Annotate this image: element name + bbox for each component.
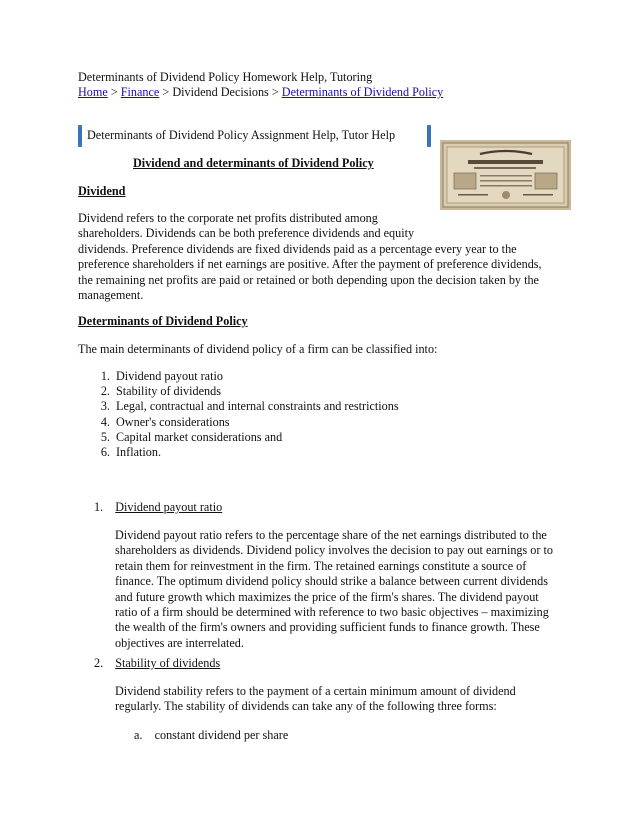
breadcrumb-separator: >: [110, 85, 118, 99]
sub-item-text: constant dividend per share: [154, 727, 289, 742]
dividend-line: the remaining net profits are paid or retained or both depending upon the decision taken by the: [78, 272, 539, 287]
list-item: 2. Stability of dividends: [113, 384, 578, 399]
page-header: [78, 70, 578, 100]
determinants-intro: The main determinants of dividend policy of a firm can be classified into:: [78, 342, 438, 356]
breadcrumb-separator: >: [162, 85, 170, 99]
payout-line: shareholders as dividends. Dividend policy involves the decision to pay out earnings or to: [115, 543, 553, 558]
stability-detail: [78, 656, 578, 743]
payout-number: 1.: [94, 500, 104, 514]
payout-line: finance. The optimum dividend policy should strike a balance between current dividends: [115, 574, 548, 589]
payout-body: [78, 528, 578, 651]
dividend-section: [78, 184, 578, 303]
stability-number: 2.: [94, 656, 104, 670]
breadcrumb-current-link[interactable]: Determinants of Dividend Policy: [281, 85, 444, 99]
payout-line: the wealth of the firm's owners and providing sufficient funds to finance growth. These: [115, 620, 540, 635]
payout-title: Dividend payout ratio: [115, 500, 223, 514]
breadcrumb-dividend-decisions: Dividend Decisions: [172, 85, 269, 99]
stability-heading: [78, 656, 578, 671]
breadcrumb: [78, 85, 578, 100]
dividend-line: Dividend refers to the corporate net profits distributed among: [78, 211, 378, 225]
payout-line: Dividend payout ratio refers to the percentage share of the net earnings distributed to the: [115, 528, 547, 542]
payout-line: ratio of a firm should be determined with reference to two basic objectives – maximizing: [115, 605, 549, 620]
banner-left-bar: [78, 125, 82, 147]
determinants-title: Determinants of Dividend Policy: [78, 314, 248, 328]
list-item: 3. Legal, contractual and internal constraints and restrictions: [113, 399, 578, 414]
payout-heading: [78, 500, 578, 515]
stability-body: [78, 684, 578, 715]
list-item: 1. Dividend payout ratio: [113, 369, 578, 384]
payout-line: objectives are interrelated.: [115, 635, 244, 650]
stability-sub-item: [78, 728, 578, 743]
payout-detail: [78, 500, 578, 651]
list-item: 4. Owner's considerations: [113, 415, 578, 430]
page-title: Determinants of Dividend Policy Homework Help, Tutoring: [78, 70, 373, 84]
breadcrumb-separator: >: [271, 85, 279, 99]
main-heading: Dividend and determinants of Dividend Policy: [133, 156, 374, 170]
dividend-line: shareholders. Dividends can be both preference dividends and equity: [78, 226, 415, 241]
dividend-line: management.: [78, 288, 144, 303]
determinants-list: [78, 369, 578, 460]
sub-item-letter: a.: [134, 727, 143, 742]
stability-line: Dividend stability refers to the payment of a certain minimum amount of dividend: [115, 684, 516, 698]
stability-line: regularly. The stability of dividends can take any of the following three forms:: [115, 699, 497, 714]
list-item: 6. Inflation.: [113, 445, 578, 460]
dividend-title: Dividend: [78, 184, 126, 198]
list-item: 5. Capital market considerations and: [113, 430, 578, 445]
dividend-line: preference shareholders if net earnings are positive. After the payment of preference dividends,: [78, 257, 542, 272]
banner-right-bar: [427, 125, 431, 147]
dividend-line: dividends. Preference dividends are fixed dividends paid as a percentage every year to the: [78, 241, 517, 256]
stability-title: Stability of dividends: [115, 656, 221, 670]
payout-line: and future growth which maximizes the price of the firm's shares. The dividend payout: [115, 589, 539, 604]
breadcrumb-finance-link[interactable]: Finance: [120, 85, 160, 99]
determinants-section: [78, 314, 578, 460]
breadcrumb-home-link[interactable]: Home: [78, 85, 108, 99]
payout-line: retain them for reinvestment in the firm. The retained earnings constitute a source of: [115, 558, 527, 573]
document-heading: [133, 156, 453, 171]
section-banner: [78, 125, 431, 147]
banner-text: Determinants of Dividend Policy Assignment Help, Tutor Help: [87, 128, 396, 142]
